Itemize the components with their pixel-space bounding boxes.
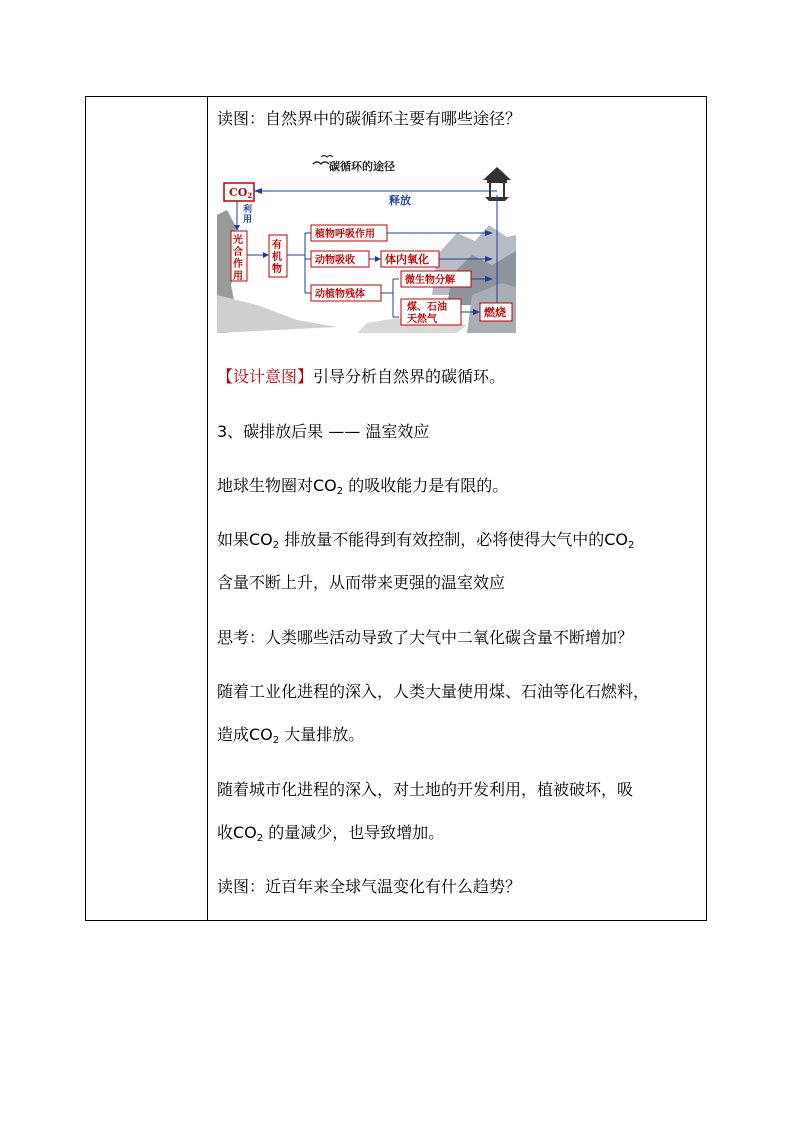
- question-global-temperature: 读图：近百年来全球气温变化有什么趋势？: [217, 877, 522, 896]
- svg-text:体内氧化: 体内氧化: [385, 253, 429, 266]
- paragraph-emission-control-line1: 如果$CO_2$ 排放量不能得到有效控制，必将使得大气中的$CO_2$: [217, 530, 635, 551]
- paragraph-industrialization-line1: 随着工业化进程的深入，人类大量使用煤、石油等化石燃料，: [217, 682, 650, 701]
- release-label: 释放: [389, 194, 411, 207]
- paragraph-urbanization-line1: 随着城市化进程的深入，对土地的开发利用，植被破坏，吸: [217, 780, 634, 799]
- paragraph-industrialization-line2: 造成$CO_2$ 大量排放。: [217, 725, 365, 746]
- column-divider: [207, 97, 208, 920]
- svg-text:煤、石油 天然气: 煤、石油 天然气: [407, 302, 447, 325]
- paragraph-limited-absorption: 地球生物圈对$CO_2$ 的吸收能力是有限的。: [217, 476, 509, 497]
- svg-text:动植物残体: 动植物残体: [315, 289, 365, 300]
- question-human-activities: 思考：人类哪些活动导致了大气中二氧化碳含量不断增加？: [217, 628, 634, 647]
- use-label: 利用: [243, 205, 253, 225]
- svg-text:有机物: 有机物: [272, 240, 282, 275]
- svg-text:光合作用: 光合作用: [233, 235, 243, 282]
- design-intent: 【设计意图】引导分析自然界的碳循环。: [217, 367, 506, 386]
- svg-text:微生物分解: 微生物分解: [405, 275, 455, 286]
- lesson-table: [85, 96, 707, 921]
- svg-text:CO2: CO2: [229, 186, 253, 200]
- paragraph-urbanization-line2: 收$CO_2$ 的量减少，也导致增加。: [217, 823, 445, 844]
- diagram-title: 碳循环的途径: [329, 160, 395, 173]
- svg-text:燃烧: 燃烧: [484, 306, 506, 319]
- carbon-cycle-diagram: [217, 155, 516, 333]
- svg-text:植物呼吸作用: 植物呼吸作用: [315, 229, 375, 240]
- paragraph-emission-control-line2: 含量不断上升，从而带来更强的温室效应: [217, 573, 506, 592]
- section-heading-greenhouse: 3、碳排放后果 —— 温室效应: [217, 422, 430, 441]
- question-read-carbon-cycle: 读图：自然界中的碳循环主要有哪些途径？: [217, 109, 522, 128]
- svg-text:动物吸收: 动物吸收: [315, 255, 355, 266]
